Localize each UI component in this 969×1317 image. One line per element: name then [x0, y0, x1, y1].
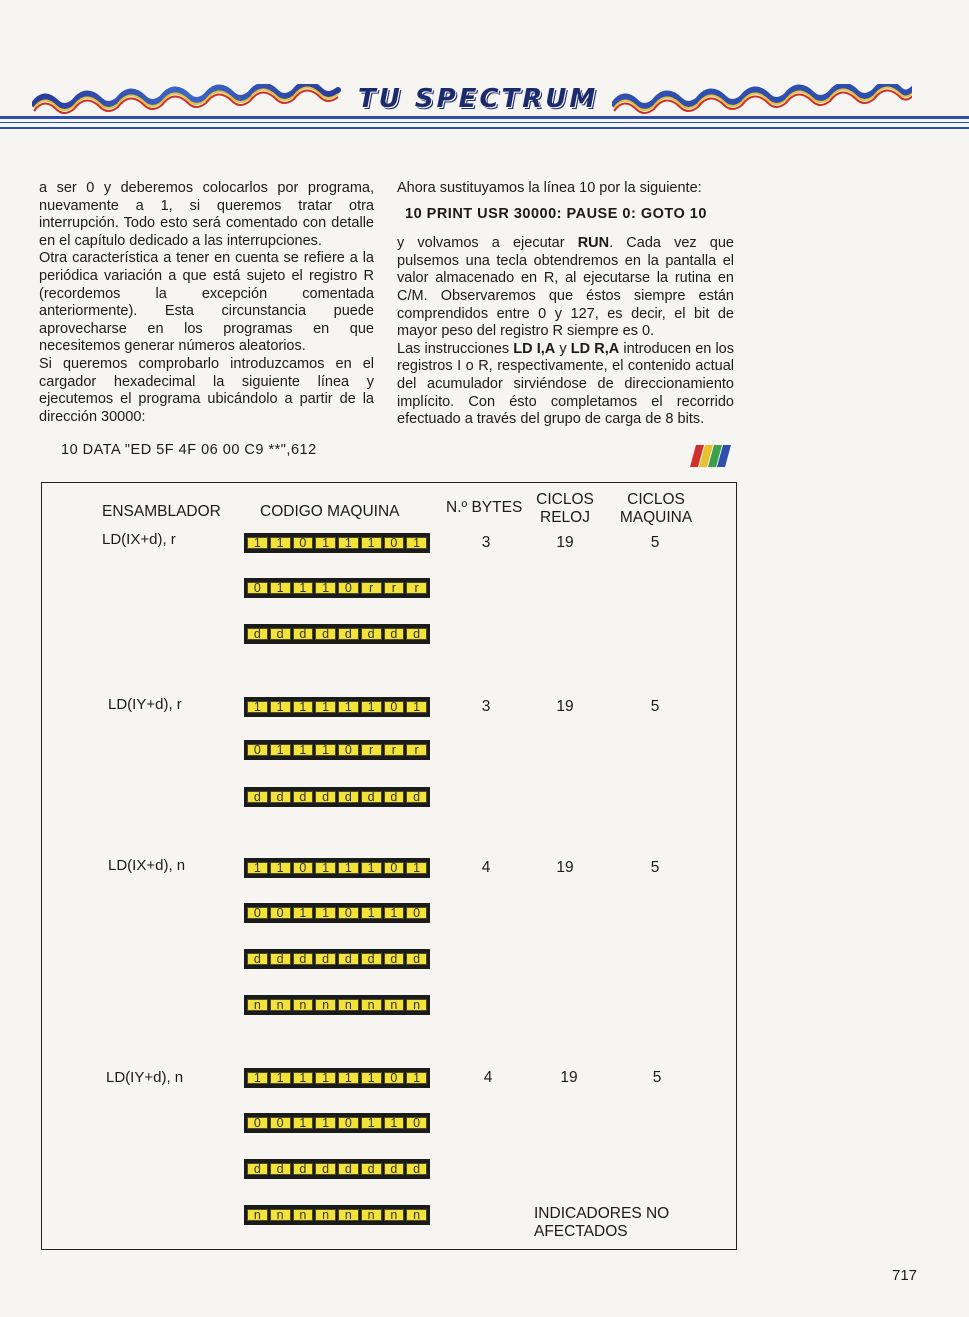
bit-cell: n — [361, 999, 382, 1011]
bit-cell: 1 — [293, 701, 314, 713]
mnemonic: LD(IY+d), n — [106, 1069, 184, 1086]
header-machine-cycles: CICLOS MAQUINA — [619, 491, 693, 526]
bit-cell: 0 — [247, 582, 268, 594]
bit-cell: d — [270, 628, 291, 640]
bit-cell: n — [315, 999, 336, 1011]
mnemonic: LD(IX+d), r — [102, 531, 176, 548]
bytes-value: 4 — [483, 1069, 493, 1086]
bit-cell: 0 — [247, 744, 268, 756]
paragraph: a ser 0 y deberemos colocarlos por programa, nuevamente a 1, si queremos tratar otra interrupción. Todo esto será comentado con detalle en el capítulo dedicado a las interrupciones. — [39, 180, 374, 249]
bit-cell: d — [293, 953, 314, 965]
bit-cell: 1 — [406, 537, 427, 549]
bit-cell: 1 — [315, 701, 336, 713]
paragraph: Ahora sustituyamos la línea 10 por la siguiente: — [397, 180, 702, 196]
bit-cell: r — [406, 582, 427, 594]
bit-cell: 0 — [270, 1117, 291, 1129]
keyword: LD I,A — [513, 340, 556, 357]
bit-cell: d — [384, 953, 405, 965]
bit-cell: r — [361, 744, 382, 756]
bytes-value: 3 — [481, 534, 491, 551]
opcode-byte — [244, 1113, 430, 1133]
bit-cell: n — [293, 1209, 314, 1221]
bit-cell: 1 — [270, 537, 291, 549]
bit-cell: 1 — [338, 537, 359, 549]
bit-cell: n — [406, 1209, 427, 1221]
bit-cell: r — [384, 744, 405, 756]
bit-cell: 1 — [293, 1072, 314, 1084]
machine-value: 5 — [650, 534, 660, 551]
bit-cell: 1 — [384, 907, 405, 919]
bit-cell: r — [406, 744, 427, 756]
opcode-byte — [244, 533, 430, 553]
bit-cell: 1 — [270, 744, 291, 756]
page-number: 717 — [892, 1267, 918, 1284]
bit-cell: n — [270, 999, 291, 1011]
clock-value: 19 — [560, 1069, 578, 1086]
bit-cell: 1 — [361, 701, 382, 713]
bit-cell: d — [270, 1163, 291, 1175]
opcode-byte — [244, 740, 430, 760]
bit-cell: 0 — [293, 862, 314, 874]
bit-cell: 1 — [247, 862, 268, 874]
machine-value: 5 — [650, 698, 660, 715]
bit-cell: n — [406, 999, 427, 1011]
bit-cell: d — [247, 953, 268, 965]
bit-cell: 1 — [338, 1072, 359, 1084]
bit-cell: d — [384, 791, 405, 803]
bit-cell: n — [247, 999, 268, 1011]
header-rule — [0, 116, 969, 119]
bit-cell: 0 — [270, 907, 291, 919]
bit-cell: n — [361, 1209, 382, 1221]
bit-cell: 1 — [293, 1117, 314, 1129]
bit-cell: n — [293, 999, 314, 1011]
bit-cell: d — [270, 953, 291, 965]
bit-cell: d — [361, 791, 382, 803]
bit-cell: d — [406, 1163, 427, 1175]
bit-cell: 0 — [406, 907, 427, 919]
bit-cell: 0 — [338, 1117, 359, 1129]
clock-value: 19 — [556, 859, 574, 876]
bit-cell: 1 — [406, 701, 427, 713]
header-rule-thin — [0, 122, 969, 123]
offset-byte — [244, 1159, 430, 1179]
instruction-table — [41, 482, 737, 1250]
bit-cell: n — [247, 1209, 268, 1221]
bit-cell: d — [247, 1163, 268, 1175]
paragraph: y volvamos a ejecutar RUN. Cada vez que pulsemos una tecla obtendremos en la pantalla el valor almacenado en R, al ejecutarse la rutina en C/M. Observaremos que éstos siempre están comprendidos entre 0 y 127, es decir, el bit de mayor peso del registro R siempre es 0. — [397, 235, 734, 340]
bit-cell: 0 — [338, 582, 359, 594]
bit-cell: d — [406, 953, 427, 965]
bit-cell: 0 — [384, 862, 405, 874]
bit-cell: 1 — [315, 1117, 336, 1129]
keyword: RUN — [577, 235, 610, 252]
bit-cell: d — [384, 628, 405, 640]
opcode-byte — [244, 858, 430, 878]
left-column — [39, 180, 374, 460]
bit-cell: 0 — [247, 1117, 268, 1129]
machine-value: 5 — [652, 1069, 662, 1086]
paragraph: Si queremos comprobarlo introduzcamos en el cargador hexadecimal la siguiente línea y ejecutemos el programa ubicándolo a partir de la dirección 30000: — [39, 355, 374, 425]
bit-cell: 1 — [247, 701, 268, 713]
machine-value: 5 — [650, 859, 660, 876]
bit-cell: d — [338, 791, 359, 803]
opcode-byte — [244, 697, 430, 717]
bit-cell: 1 — [315, 862, 336, 874]
opcode-byte — [244, 578, 430, 598]
code-line: 10 DATA "ED 5F 4F 06 00 C9 **",612 — [61, 442, 317, 459]
bit-cell: 1 — [406, 1072, 427, 1084]
bit-cell: 1 — [247, 537, 268, 549]
bit-cell: d — [384, 1163, 405, 1175]
bit-cell: d — [406, 791, 427, 803]
bit-cell: 0 — [384, 537, 405, 549]
bit-cell: 1 — [270, 582, 291, 594]
bit-cell: d — [315, 791, 336, 803]
keyword: LD R,A — [570, 340, 620, 357]
bit-cell: 1 — [361, 1072, 382, 1084]
bit-cell: d — [406, 628, 427, 640]
bit-cell: r — [384, 582, 405, 594]
immediate-byte — [244, 995, 430, 1015]
bit-cell: n — [315, 1209, 336, 1221]
rainbow-stripes-icon — [686, 445, 732, 467]
bit-cell: d — [293, 628, 314, 640]
bit-cell: d — [338, 628, 359, 640]
bit-cell: d — [247, 628, 268, 640]
bit-cell: d — [361, 953, 382, 965]
offset-byte — [244, 787, 430, 807]
bit-cell: d — [247, 791, 268, 803]
bit-cell: 1 — [361, 862, 382, 874]
bit-cell: 0 — [293, 537, 314, 549]
bit-cell: d — [315, 628, 336, 640]
flags-note: INDICADORES NO AFECTADOS — [534, 1205, 670, 1240]
header-bytes: N.º BYTES — [446, 499, 523, 516]
opcode-byte — [244, 1068, 430, 1088]
bit-cell: n — [338, 999, 359, 1011]
header-clock-cycles: CICLOS RELOJ — [536, 491, 594, 526]
bit-cell: 1 — [361, 1117, 382, 1129]
bit-cell: 0 — [247, 907, 268, 919]
bit-cell: d — [338, 953, 359, 965]
bit-cell: 0 — [406, 1117, 427, 1129]
bit-cell: 1 — [270, 862, 291, 874]
bit-cell: 0 — [338, 907, 359, 919]
immediate-byte — [244, 1205, 430, 1225]
bit-cell: 1 — [293, 582, 314, 594]
bit-cell: 1 — [338, 701, 359, 713]
bit-cell: d — [315, 953, 336, 965]
bit-cell: 1 — [270, 1072, 291, 1084]
code-line: 10 PRINT USR 30000: PAUSE 0: GOTO 10 — [405, 205, 707, 222]
clock-value: 19 — [556, 534, 574, 551]
bit-cell: 1 — [384, 1117, 405, 1129]
bit-cell: 0 — [384, 1072, 405, 1084]
mnemonic: LD(IY+d), r — [108, 696, 182, 713]
offset-byte — [244, 949, 430, 969]
bit-cell: n — [270, 1209, 291, 1221]
bit-cell: 1 — [406, 862, 427, 874]
bit-cell: 1 — [338, 862, 359, 874]
bit-cell: 1 — [247, 1072, 268, 1084]
header-rule-bottom — [0, 127, 969, 129]
bit-cell: 1 — [315, 582, 336, 594]
bit-cell: 1 — [315, 744, 336, 756]
bit-cell: d — [315, 1163, 336, 1175]
bit-cell: r — [361, 582, 382, 594]
bit-cell: d — [293, 791, 314, 803]
header-assembler: ENSAMBLADOR — [102, 503, 221, 520]
header-machine-code: CODIGO MAQUINA — [260, 503, 400, 520]
bit-cell: n — [338, 1209, 359, 1221]
bit-cell: n — [384, 1209, 405, 1221]
paragraph: Otra característica a tener en cuenta se refiere a la periódica variación a que está sujeto el registro R (recordemos la excepción comentada anteriormente). Esta circunstancia puede aprovecharse en los programas en que necesitemos generar números aleatorios. — [39, 250, 374, 355]
opcode-byte — [244, 903, 430, 923]
right-column — [397, 180, 734, 429]
bit-cell: 1 — [315, 537, 336, 549]
paragraph: Las instrucciones LD I,A y LD R,A introducen en los registros I o R, respectivamente, el contenido actual del acumulador sirviéndose de direccionamiento implícito. Con ésto completamos el recorrido efectuado a través del grupo de carga de 8 bits. — [397, 340, 734, 428]
bit-cell: 1 — [293, 907, 314, 919]
bit-cell: n — [384, 999, 405, 1011]
bit-cell: 1 — [293, 744, 314, 756]
clock-value: 19 — [556, 698, 574, 715]
bit-cell: d — [361, 1163, 382, 1175]
bit-cell: 1 — [315, 907, 336, 919]
mnemonic: LD(IX+d), n — [108, 857, 186, 874]
bit-cell: d — [338, 1163, 359, 1175]
offset-byte — [244, 624, 430, 644]
bit-cell: d — [293, 1163, 314, 1175]
bit-cell: d — [361, 628, 382, 640]
bytes-value: 3 — [481, 698, 491, 715]
bit-cell: 0 — [384, 701, 405, 713]
bit-cell: 1 — [361, 907, 382, 919]
bit-cell: 1 — [361, 537, 382, 549]
bit-cell: 0 — [338, 744, 359, 756]
bytes-value: 4 — [481, 859, 491, 876]
bit-cell: d — [270, 791, 291, 803]
bit-cell: 1 — [315, 1072, 336, 1084]
bit-cell: 1 — [270, 701, 291, 713]
magazine-title: TU SPECTRUM — [358, 84, 599, 114]
